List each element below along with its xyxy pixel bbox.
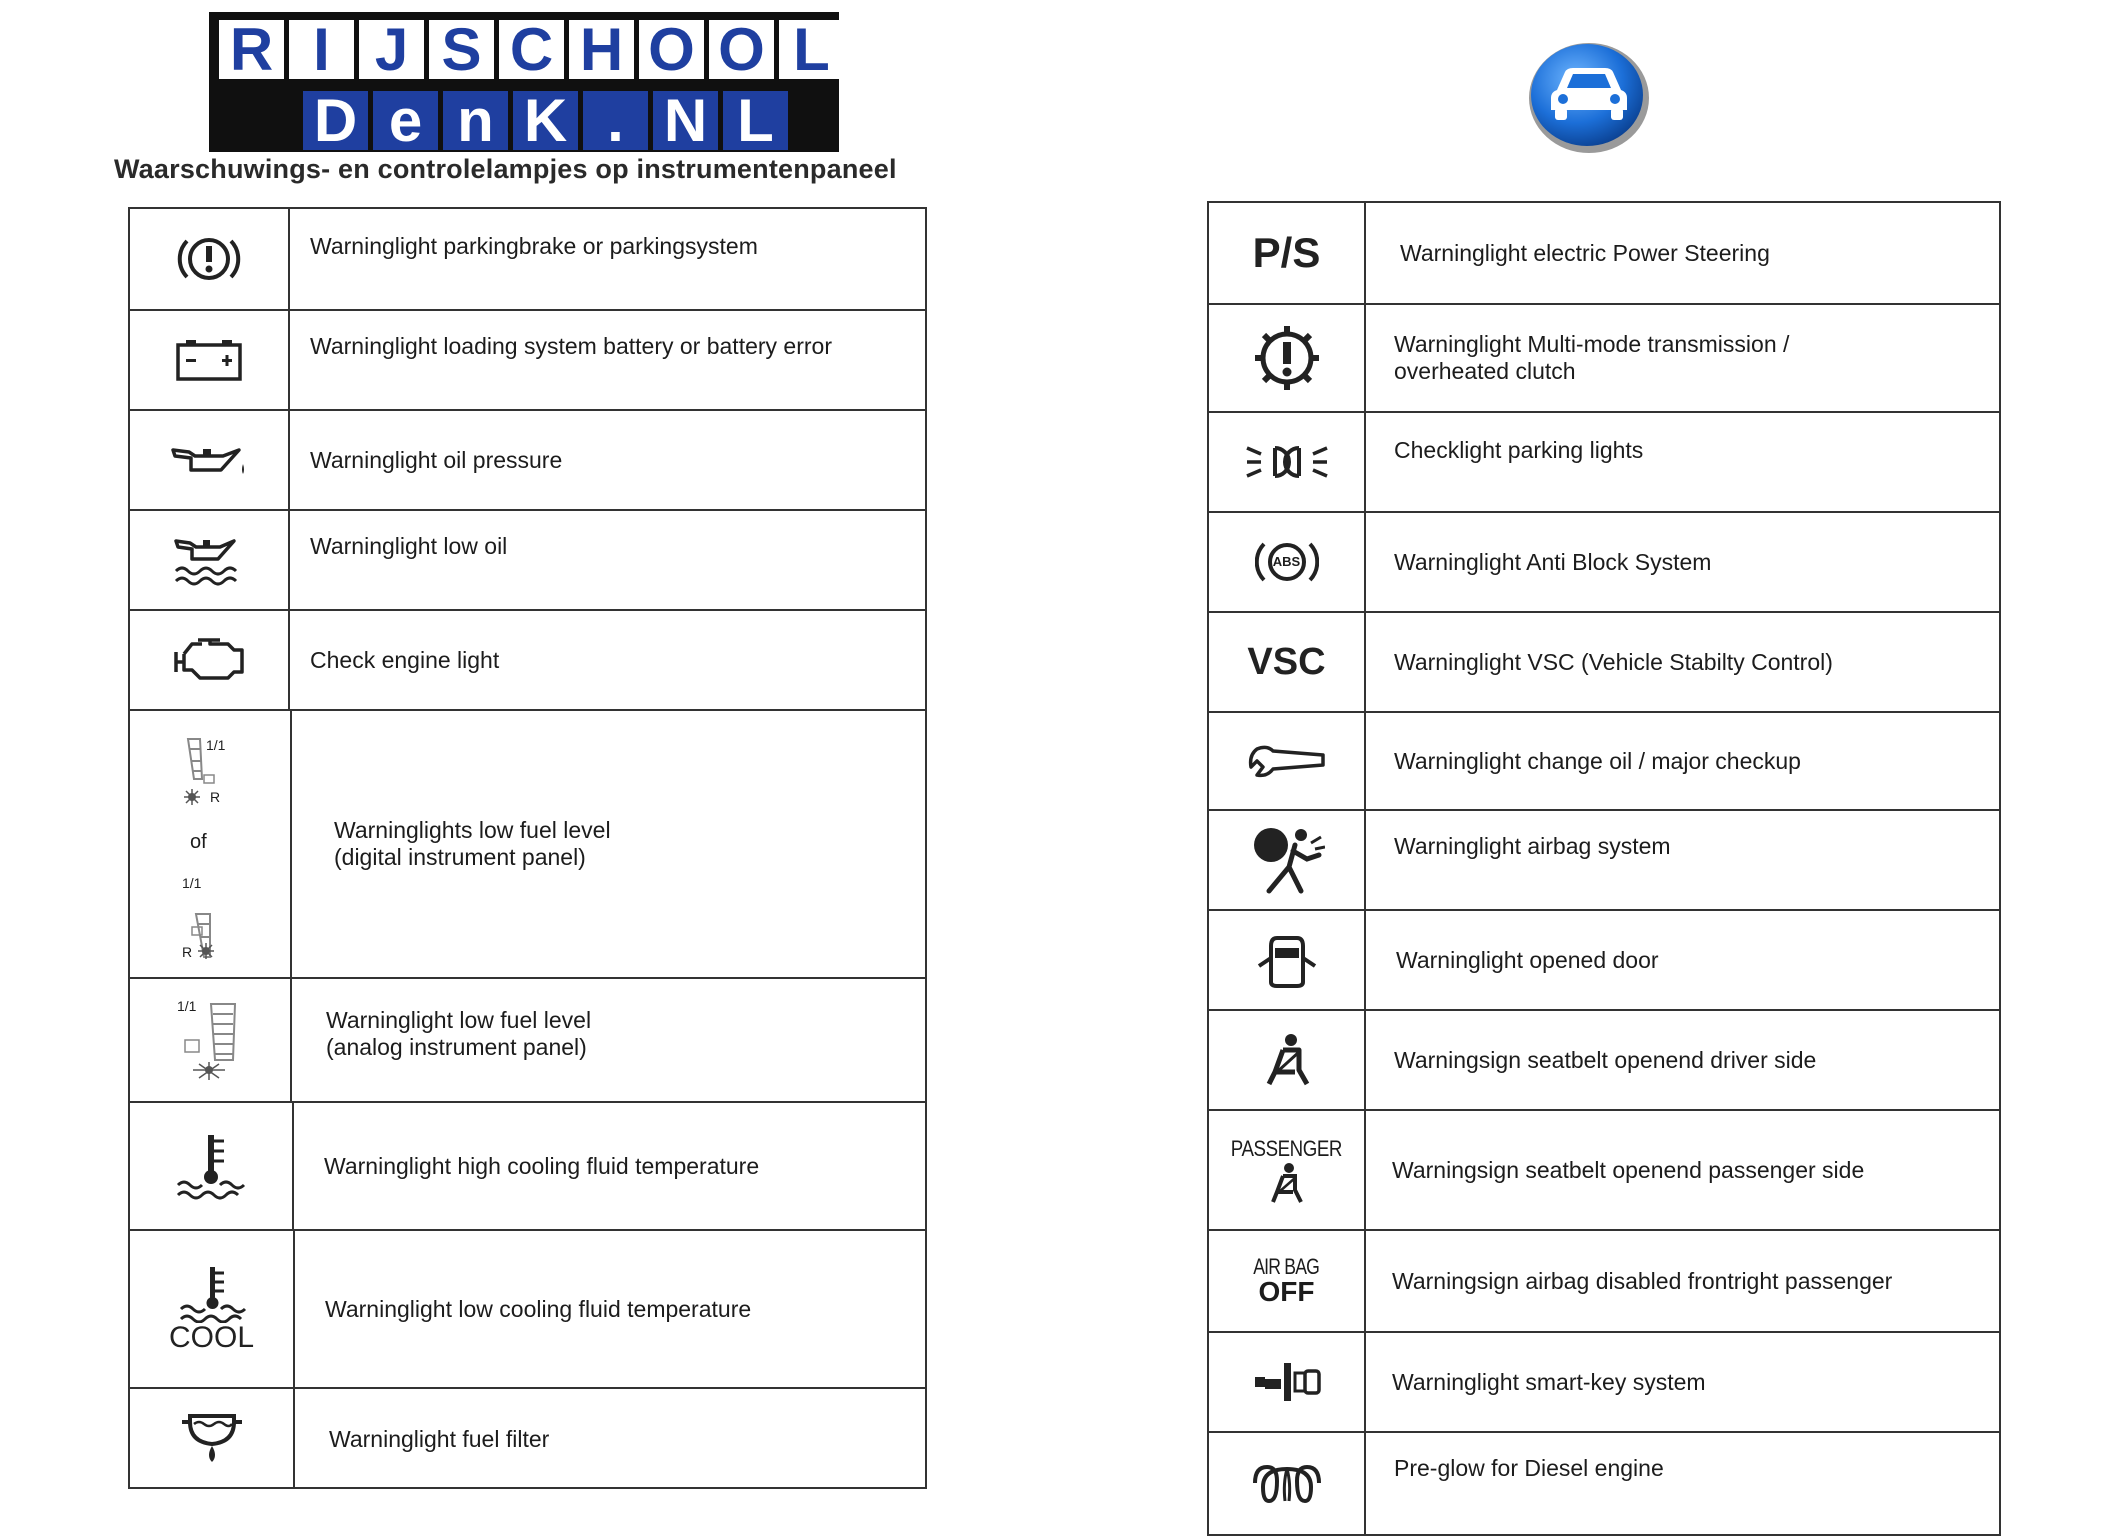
vsc-icon: VSC — [1247, 640, 1326, 683]
row-text: Warninglight smart-key system — [1392, 1368, 1706, 1395]
table-row — [130, 709, 925, 977]
cool-label: COOL — [168, 1321, 255, 1354]
row-text: Warningsign seatbelt openend passenger side — [1392, 1156, 1865, 1183]
icon-cell — [1209, 713, 1366, 809]
passenger-label: PASSENGER — [1230, 1136, 1343, 1161]
oil-level-icon — [172, 533, 246, 587]
icon-cell — [130, 209, 290, 309]
fuel-gauge-r-top-label: R — [210, 789, 221, 805]
logo-letter: n — [443, 91, 508, 150]
fuel-gauge-of-label: of — [190, 831, 207, 853]
smart-key-icon — [1251, 1359, 1323, 1405]
abs-label: ABS — [1272, 554, 1301, 569]
logo-letter: N — [653, 91, 718, 150]
table-row — [1209, 711, 1999, 809]
row-text: Warninglight parkingbrake or parkingsystem — [310, 233, 758, 259]
logo-letter: D — [303, 91, 368, 150]
row-text: Warninglight oil pressure — [310, 446, 563, 473]
icon-cell — [1209, 1111, 1366, 1229]
row-text-line-2: overheated clutch — [1394, 358, 1576, 384]
logo-letter: O — [639, 20, 704, 79]
row-text: Check engine light — [310, 646, 500, 673]
table-row — [130, 609, 925, 709]
logo-letter: H — [569, 20, 634, 79]
table-row — [1209, 1331, 1999, 1431]
abs-icon — [1255, 537, 1319, 587]
fuel-gauge-top-label: 1/1 — [206, 737, 226, 753]
table-row — [1209, 809, 1999, 909]
table-row — [1209, 203, 1999, 303]
logo-letter: R — [219, 20, 284, 79]
icon-cell — [130, 711, 292, 977]
engine-icon — [172, 636, 246, 684]
right-warning-table — [1207, 201, 2001, 1536]
left-warning-table — [128, 207, 927, 1489]
table-row — [130, 409, 925, 509]
icon-cell — [1209, 1231, 1366, 1331]
icon-cell — [1209, 811, 1366, 909]
row-text — [292, 711, 925, 977]
airbag-off-label-2: OFF — [1258, 1276, 1315, 1307]
table-row — [130, 1229, 925, 1387]
row-text: Warninglight opened door — [1396, 946, 1659, 973]
logo-letter: S — [429, 20, 494, 79]
icon-cell — [130, 411, 290, 509]
logo-letter: C — [499, 20, 564, 79]
icon-cell — [130, 1389, 295, 1489]
row-text: Warninglight electric Power Steering — [1400, 239, 1770, 266]
oil-can-icon — [169, 440, 249, 480]
fuel-gauge-digital-icon — [170, 719, 250, 969]
row-text: Checklight parking lights — [1394, 437, 1644, 463]
open-door-icon — [1257, 930, 1317, 990]
icon-cell — [130, 1103, 294, 1229]
table-row — [1209, 411, 1999, 511]
table-row — [1209, 303, 1999, 411]
table-row — [130, 309, 925, 409]
icon-cell — [1209, 203, 1366, 303]
logo-letter: J — [359, 20, 424, 79]
icon-cell — [130, 979, 292, 1101]
airbag-off-label-1: AIR BAG — [1253, 1254, 1320, 1279]
table-row — [1209, 909, 1999, 1009]
logo-letter: . — [583, 91, 648, 150]
icon-cell — [1209, 513, 1366, 611]
icon-cell — [1209, 911, 1366, 1009]
logo-row-2 — [303, 86, 788, 154]
table-row — [1209, 1109, 1999, 1229]
logo-letter: K — [513, 91, 578, 150]
transmission-gear-icon — [1251, 322, 1323, 394]
table-row — [130, 509, 925, 609]
fuel-gauge-analog-label: 1/1 — [177, 998, 197, 1014]
logo-letter: e — [373, 91, 438, 150]
icon-cell — [1209, 613, 1366, 711]
parking-lights-icon — [1245, 440, 1329, 484]
row-text: Warninglight high cooling fluid temperature — [324, 1152, 760, 1179]
page-subtitle: Waarschuwings- en controlelampjes op instrumentenpaneel — [114, 154, 897, 184]
table-row — [130, 977, 925, 1101]
row-text: Warninglight change oil / major checkup — [1394, 747, 1801, 774]
battery-icon — [174, 337, 244, 383]
passenger-seatbelt-icon — [1267, 1162, 1307, 1204]
rijschool-denk-logo — [209, 12, 839, 152]
row-text: Pre-glow for Diesel engine — [1394, 1455, 1664, 1481]
row-text-line-1: Warninglight low fuel level — [326, 1007, 592, 1033]
fuel-gauge-bottom-label: 1/1 — [182, 875, 202, 891]
logo-letter: L — [779, 20, 844, 79]
coolant-low-temp-icon — [175, 1263, 249, 1323]
wrench-icon — [1247, 741, 1327, 781]
row-text: Warningsign airbag disabled frontright passenger — [1392, 1267, 1893, 1294]
icon-cell — [1209, 305, 1366, 411]
row-text: Warninglight airbag system — [1394, 833, 1671, 859]
parking-brake-icon — [177, 233, 241, 285]
power-steering-icon: P/S — [1252, 229, 1321, 276]
row-text: Warninglight loading system battery or battery error — [310, 333, 832, 359]
logo-letter: I — [289, 20, 354, 79]
fuel-gauge-analog-icon — [175, 998, 245, 1082]
table-row — [1209, 1229, 1999, 1331]
row-text: Warninglight low cooling fluid temperature — [325, 1295, 752, 1322]
table-row — [1209, 1431, 1999, 1536]
row-text — [292, 979, 925, 1101]
seatbelt-icon — [1261, 1032, 1313, 1088]
row-text: Warninglight low oil — [310, 533, 508, 559]
row-text: Warningsign seatbelt openend driver side — [1394, 1046, 1817, 1073]
row-text: Warninglight Anti Block System — [1394, 548, 1712, 575]
icon-cell — [130, 311, 290, 409]
row-text-line-1: Warninglight Multi-mode transmission / — [1394, 331, 1790, 357]
logo-letter: L — [723, 91, 788, 150]
icon-cell — [1209, 413, 1366, 511]
table-row — [1209, 511, 1999, 611]
table-row — [1209, 1009, 1999, 1109]
icon-cell — [1209, 1011, 1366, 1109]
table-row — [130, 1101, 925, 1229]
icon-cell — [1209, 1333, 1366, 1431]
table-row — [1209, 611, 1999, 711]
airbag-icon — [1249, 825, 1325, 895]
table-row — [130, 209, 925, 309]
logo-letter: O — [709, 20, 774, 79]
icon-cell — [130, 511, 290, 609]
icon-cell — [1209, 1433, 1366, 1536]
fuel-gauge-r-bottom-label: R — [182, 944, 193, 960]
row-text-line-2: (analog instrument panel) — [326, 1034, 587, 1060]
fuel-filter-icon — [176, 1408, 248, 1470]
car-badge-icon — [1527, 38, 1651, 154]
logo-row-1 — [219, 15, 844, 83]
glow-plug-icon — [1249, 1463, 1325, 1507]
coolant-high-temp-icon — [174, 1131, 248, 1201]
row-text — [1366, 305, 1999, 411]
icon-cell — [130, 1231, 295, 1387]
icon-cell — [130, 611, 290, 709]
row-text: Warninglight VSC (Vehicle Stabilty Control) — [1394, 648, 1833, 675]
table-row — [130, 1387, 925, 1489]
row-text: Warninglight fuel filter — [329, 1425, 550, 1452]
row-text-line-1: Warninglights low fuel level — [334, 817, 611, 843]
row-text-line-2: (digital instrument panel) — [334, 844, 586, 870]
